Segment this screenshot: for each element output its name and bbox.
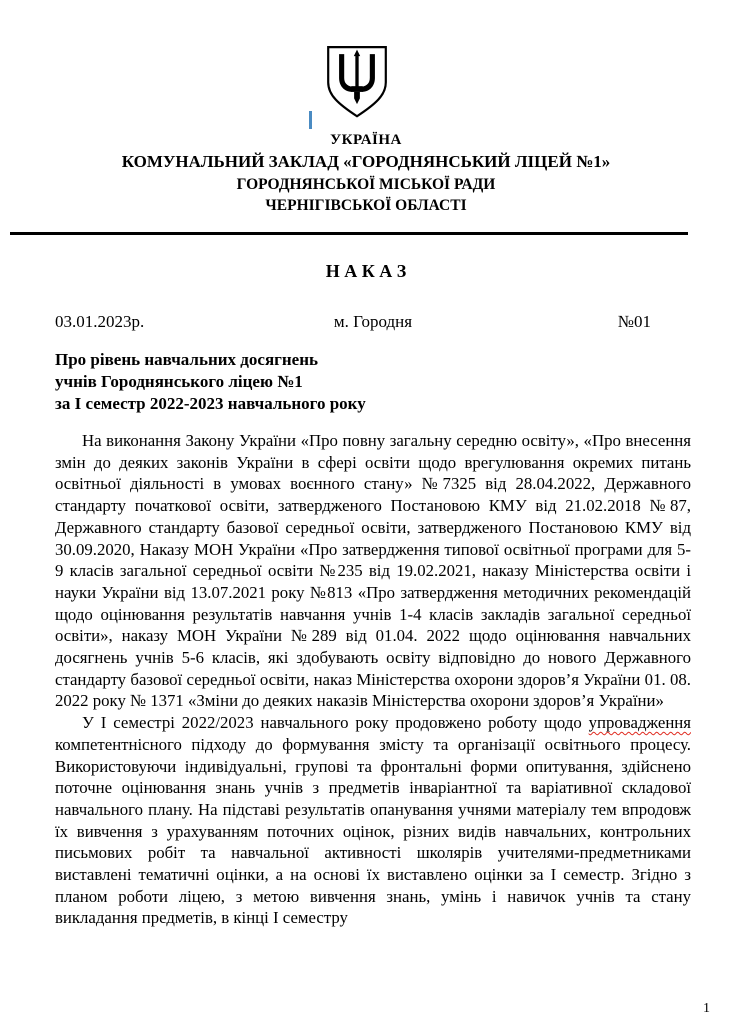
letterhead-country[interactable]: УКРАЇНА [330, 132, 402, 148]
letterhead-org-region[interactable]: ЧЕРНІГІВСЬКОЇ ОБЛАСТІ [265, 197, 467, 214]
body-paragraph-1[interactable]: На виконання Закону України «Про повну загальну середню освіту», «Про внесення змін до деяких законів України в сфері освіти щодо врегулювання окремих питань освітньої діяльності в умовах воєнного стану» №7325 від 28.04.2022, Державного стандарту початкової освіти, затвердженого Постановою КМУ від 21.02.2018 №87, Державного стандарту базової середньої освіти, затвердженого Постановою КМУ від 30.09.2020, Наказу МОН України «Про затвердження типової освітньої програми для 5-9 класів загальної середньої освіти №235 від 19.02.2021, наказу Міністерства освіти і науки України від 13.07.2021 року №813 «Про затвердження методичних рекомендацій щодо оцінювання результатів навчання учнів 1-4 класів закладів загальної середньої освіти», наказу МОН України №289 від 01.04. 2022 щодо оцінювання навчальних досягнень учнів 5-6 класів, які здобувають освіту відповідно до нового Державного стандарту базової середньої освіти, наказ Міністерства охорони здоров’я України 01. 08. 2022 року № 1371 «Зміни до деяких наказів Міністерства охорони здоров’я України» [55, 431, 691, 711]
body-paragraph-2[interactable] [55, 712, 691, 929]
order-date[interactable]: 03.01.2023р. [55, 312, 145, 331]
order-place[interactable]: м. Городня [333, 312, 413, 331]
order-subject-line-2: учнів Городнянського ліцею №1 [55, 372, 303, 391]
text-cursor [309, 111, 312, 129]
paragraph-2-text-start: У І семестрі 2022/2023 навчального року продовжено роботу щодо [82, 713, 589, 733]
ukraine-trident-emblem-icon [325, 37, 389, 127]
page-number: 1 [703, 1001, 710, 1016]
order-subject-line-3: за І семестр 2022-2023 навчального року [55, 394, 366, 413]
order-subject-line-1: Про рівень навчальних досягнень [55, 350, 318, 369]
order-number[interactable]: №01 [617, 312, 651, 331]
letterhead-org-name[interactable]: КОМУНАЛЬНИЙ ЗАКЛАД «ГОРОДНЯНСЬКИЙ ЛІЦЕЙ №1» [121, 152, 611, 171]
letterhead-org-council[interactable]: ГОРОДНЯНСЬКОЇ МІСЬКОЇ РАДИ [236, 176, 496, 193]
document-body[interactable] [55, 430, 691, 929]
letterhead [0, 130, 732, 216]
order-title[interactable]: Н А К А З [325, 261, 407, 281]
spellcheck-flagged-word[interactable]: упровадження [588, 713, 691, 733]
order-meta-row [55, 312, 691, 332]
paragraph-2-text-rest: компетентнісного підходу до формування змісту та організації освітнього процесу. Використовуючи індивідуальні, групові та фронтальні форми опитування, здійснено поточне оцінювання знань учнів з предметів інваріантної та варіативної складової навчального плану. На підставі результатів опанування учнями матеріалу тем впродовж їх вивчення з урахуванням поточних оцінок, різних видів навчальних, контрольних письмових робіт та навчальної активності школярів учителями-предметниками виставлені тематичні оцінки, а на основі їх виставлено оцінки за І семестр. Згідно з планом роботи ліцею, з метою вивчення знань, умінь і навичок учнів та стану викладання предметів, в кінці І семестру [55, 734, 691, 928]
letterhead-divider [10, 232, 688, 235]
order-subject[interactable] [55, 349, 691, 415]
